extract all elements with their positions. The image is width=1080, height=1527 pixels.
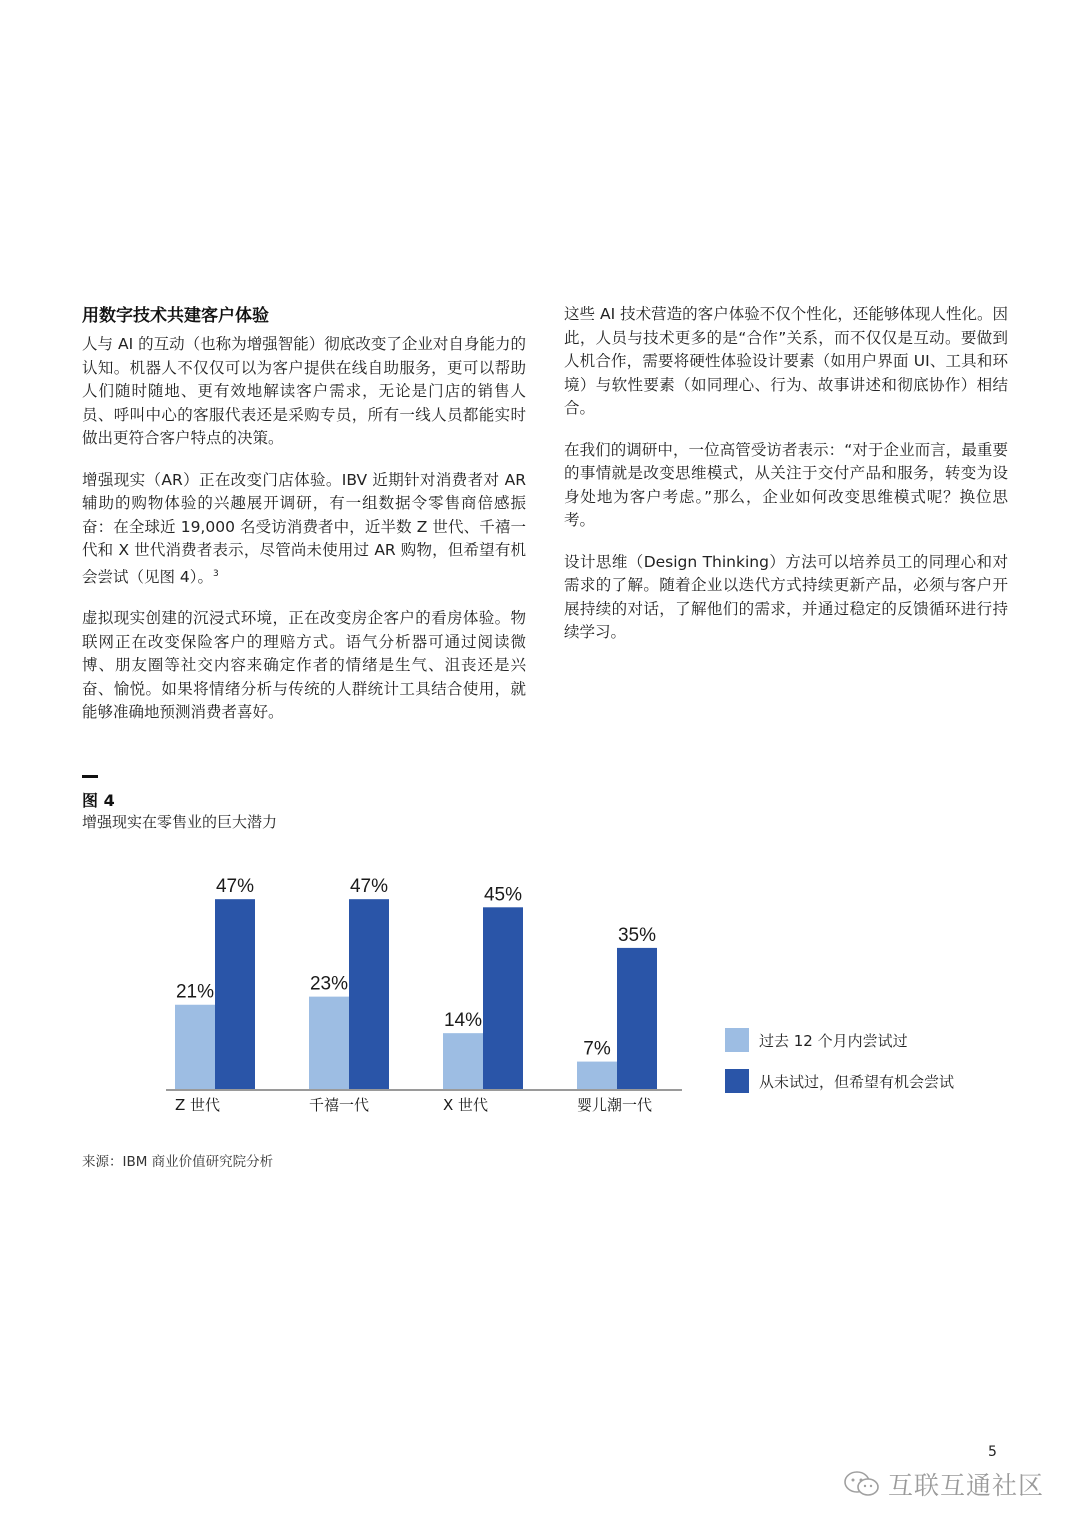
footnote-ref: 3: [213, 568, 219, 579]
watermark: [842, 1466, 1044, 1502]
x-tick-label-z: Z 世代: [175, 1096, 221, 1114]
data-label-millennial-never: 47%: [349, 876, 389, 898]
bar-z-never: [215, 899, 255, 1090]
legend-label-tried: 过去 12 个月内尝试过: [759, 1031, 908, 1050]
legend-item-never: [725, 1068, 954, 1094]
legend-swatch-tried: [725, 1028, 749, 1052]
figure-title: 增强现实在零售业的巨大潜力: [82, 813, 278, 831]
legend-swatch-never: [725, 1069, 749, 1093]
figure-label: 图 4: [82, 791, 115, 810]
paragraph-1: 人与 AI 的互动（也称为增强智能）彻底改变了企业对自身能力的认知。机器人不仅仅可以为客户提供在线自助服务，更可以帮助人们随时随地、更有效地解读客户需求，无论是门店的销售人员、呼叫中心的客服代表还是采购专员，所有一线人员都能实时做出更符合客户特点的决策。: [82, 335, 526, 447]
data-label-millennial-tried: 23%: [309, 973, 349, 995]
x-tick-label-millennial: 千禧一代: [309, 1096, 370, 1114]
figure-dash: [82, 775, 98, 778]
paragraph-2: [82, 469, 526, 590]
x-tick-label-boomer: 婴儿潮一代: [577, 1096, 653, 1114]
page-number: 5: [988, 1444, 997, 1460]
data-label-boomer-never: 35%: [617, 924, 657, 946]
paragraph-2-text: 增强现实（AR）正在改变门店体验。IBV 近期针对消费者对 AR 辅助的购物体验的兴趣展开调研，有一组数据令零售商倍感振奋：在全球近 19,000 名受访消费者中，近半数 Z 世代、千禧一代和 X 世代消费者表示，尽管尚未使用过 AR 购物，但希望有机会尝试（见图 4）。: [82, 470, 526, 586]
watermark-text: 互联互通社区: [888, 1471, 1045, 1500]
paragraph-6: 设计思维（Design Thinking）方法可以培养员工的同理心和对需求的了解。随着企业以迭代方式持续更新产品，必须与客户开展持续的对话，了解他们的需求，并通过稳定的反馈循环进行持续学习。: [564, 552, 1008, 641]
legend-label-never: 从未试过，但希望有机会尝试: [759, 1072, 955, 1091]
data-label-x-tried: 14%: [443, 1010, 483, 1032]
bar-millennial-never: [349, 899, 389, 1090]
x-tick-label-x: X 世代: [443, 1096, 489, 1114]
data-label-z-tried: 21%: [175, 981, 215, 1003]
legend-item-tried: [725, 1027, 954, 1053]
paragraph-4: 这些 AI 技术营造的客户体验不仅个性化，还能够体现人性化。因此，人员与技术更多的是“合作”关系，而不仅仅是互动。要做到人机合作，需要将硬性体验设计要素（如用户界面 UI、工具和环境）与软性要素（如同理心、行为、故事讲述和彻底协作）相结合。: [564, 305, 1008, 417]
paragraph-5: 在我们的调研中，一位高管受访者表示：“对于企业而言，最重要的事情就是改变思维模式，从关注于交付产品和服务，转变为设身处地为客户考虑。”那么，企业如何改变思维模式呢？换位思考。: [564, 440, 1008, 529]
data-label-x-never: 45%: [483, 884, 523, 906]
data-label-boomer-tried: 7%: [583, 1038, 611, 1060]
left-column: [82, 303, 526, 743]
bar-x-never: [483, 907, 523, 1090]
wechat-icon: [842, 1469, 882, 1499]
right-column: [564, 303, 1008, 663]
bar-boomer-never: [617, 948, 657, 1090]
bar-z-tried: [175, 1005, 215, 1090]
section-heading: 用数字技术共建客户体验: [82, 306, 269, 326]
paragraph-3: 虚拟现实创建的沉浸式环境，正在改变房企客户的看房体验。物联网正在改变保险客户的理赔方式。语气分析器可通过阅读微博、朋友圈等社交内容来确定作者的情绪是生气、沮丧还是兴奋、愉悦。如果将情绪分析与传统的人群统计工具结合使用，就能够准确地预测消费者喜好。: [82, 609, 526, 722]
bar-millennial-tried: [309, 997, 349, 1090]
data-label-z-never: 47%: [215, 876, 255, 898]
bar-chart: [160, 850, 700, 1120]
chart-legend: [725, 1027, 954, 1109]
bar-boomer-tried: [577, 1062, 617, 1090]
source-note: 来源：IBM 商业价值研究院分析: [82, 1154, 274, 1170]
bar-x-tried: [443, 1033, 483, 1090]
